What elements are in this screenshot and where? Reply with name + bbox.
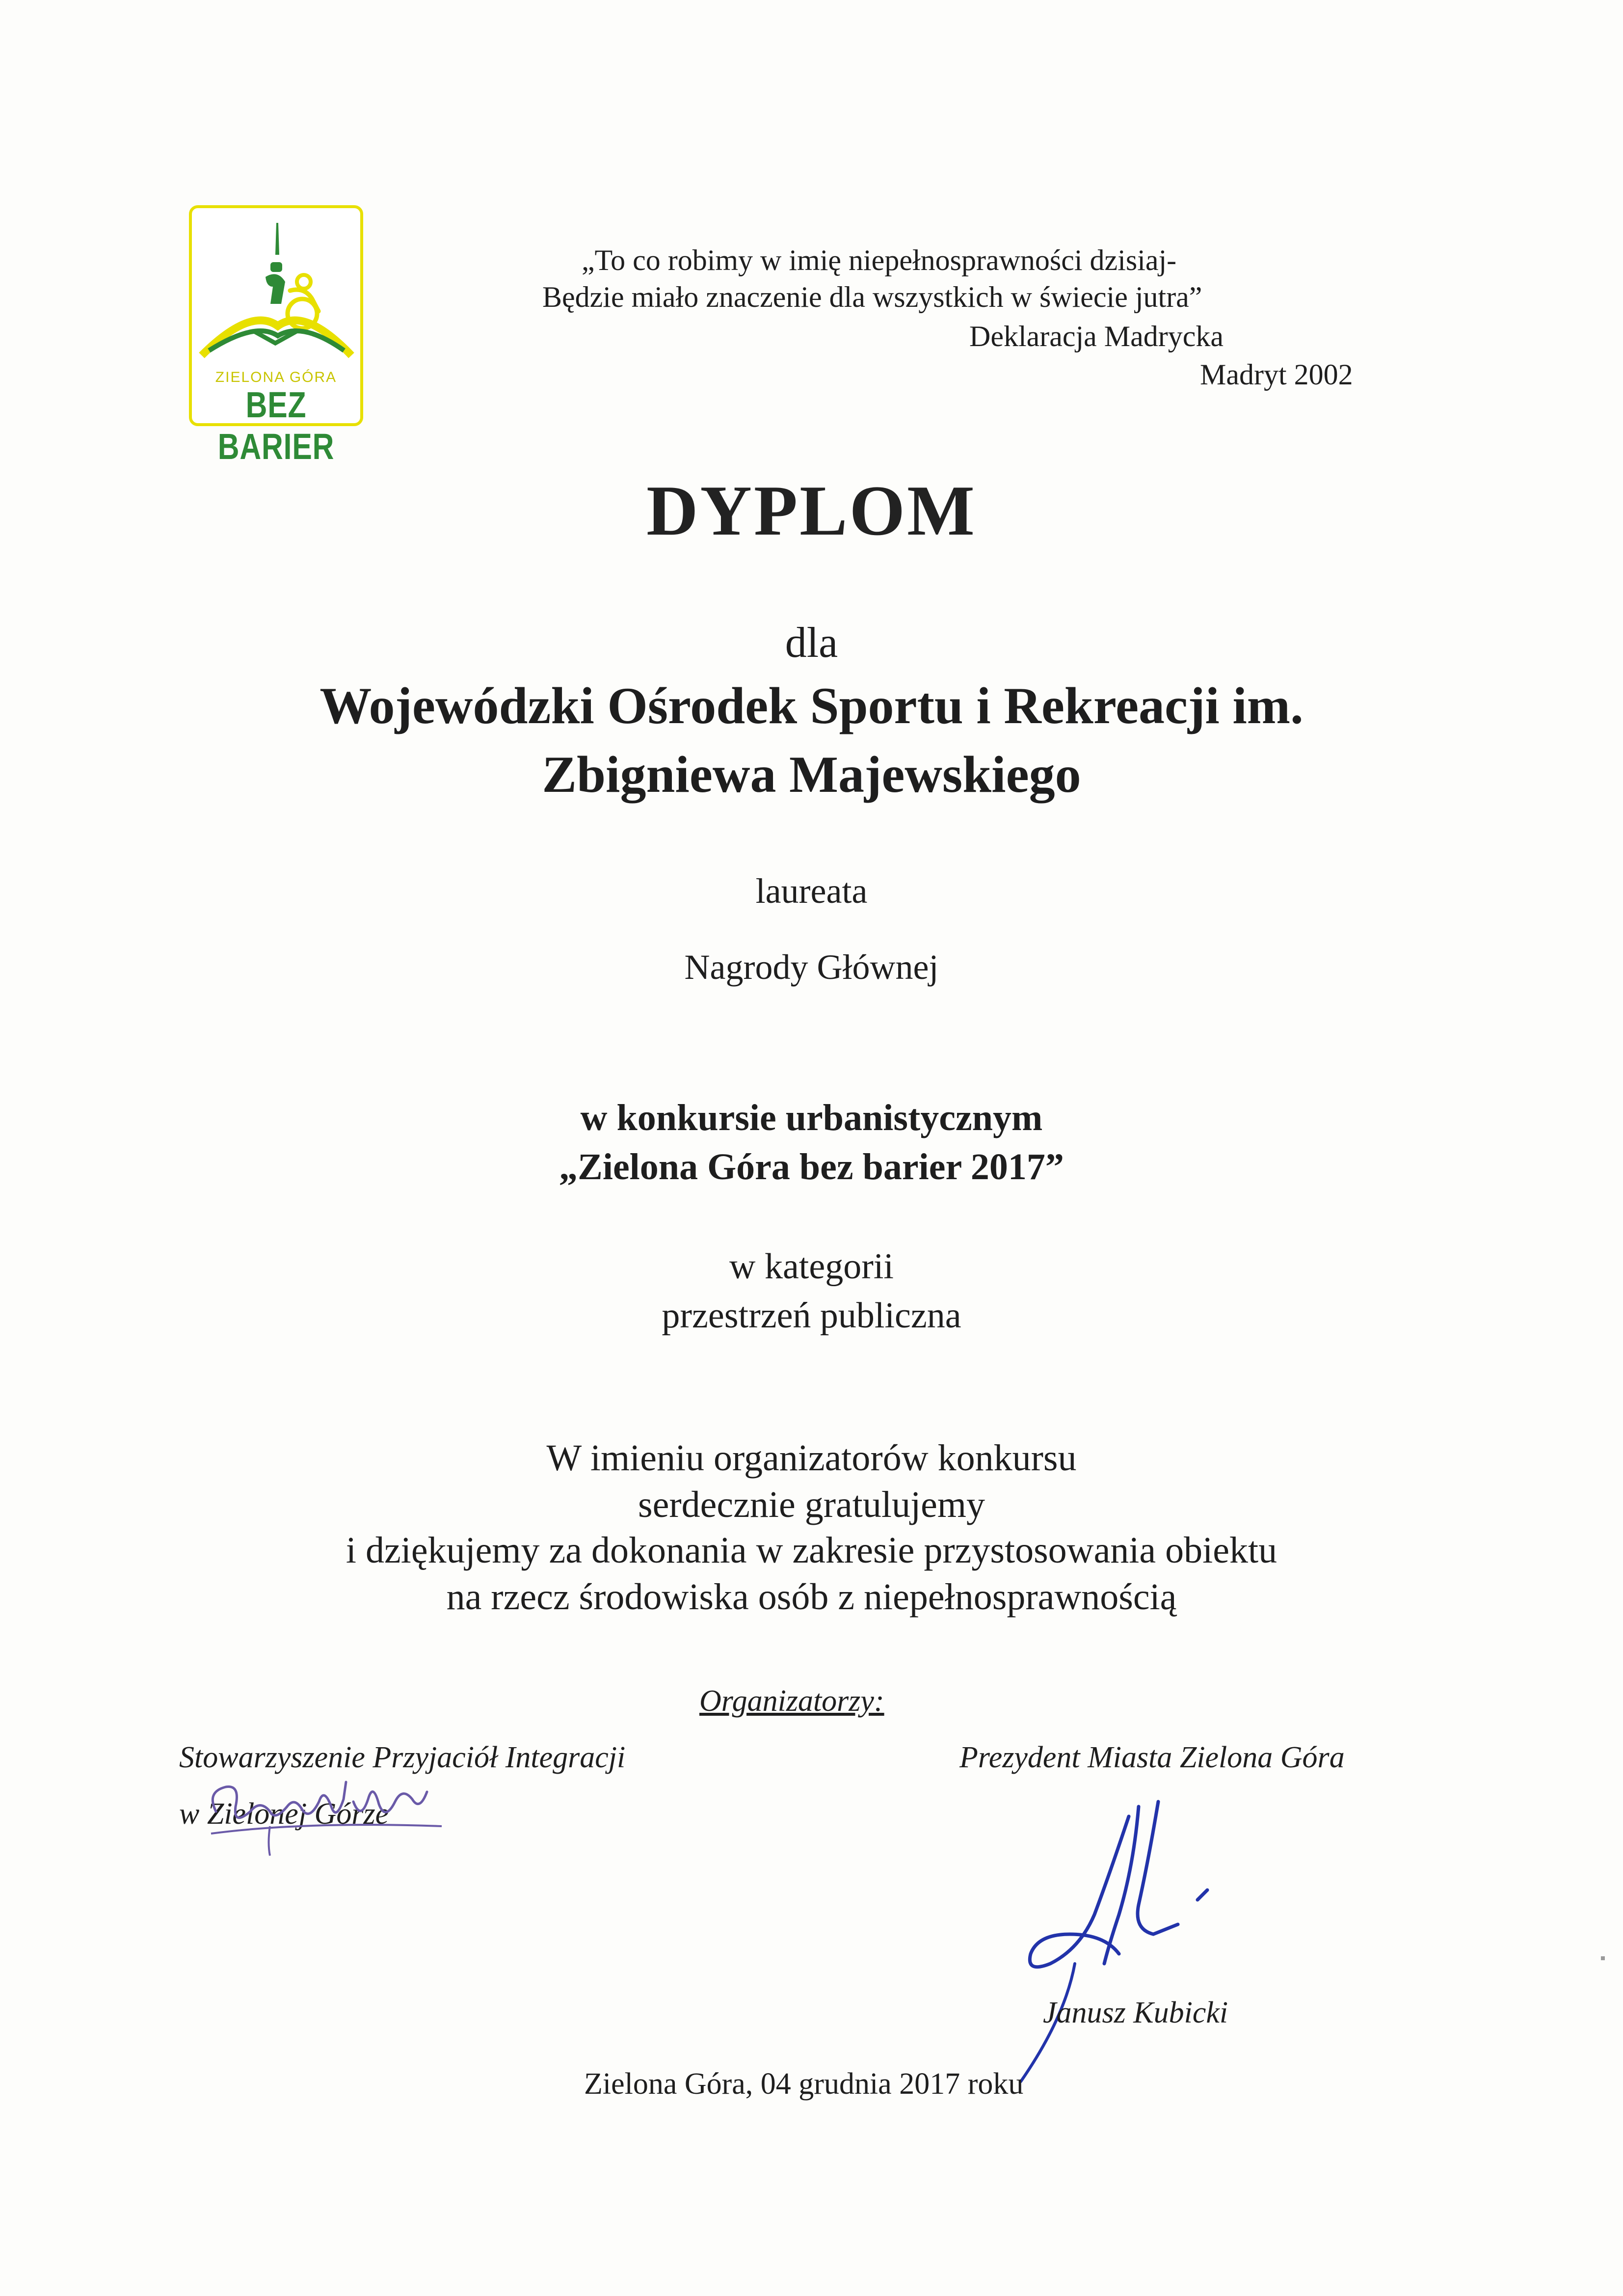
thanks-line-4: na rzecz środowiska osób z niepełnosprawnością [446,1576,1177,1618]
recipient-line-1: Wojewódzki Ośrodek Sportu i Rekreacji im. [319,677,1304,734]
award-name: Nagrody Głównej [684,947,939,987]
quote-line-1: „To co robimy w imię niepełnosprawności dzisiaj- [582,244,1177,276]
quote-place-year: Madryt 2002 [1200,358,1353,391]
logo-small-text: ZIELONA GÓRA [215,369,337,385]
organizer-right: Prezydent Miasta Zielona Góra [959,1741,1345,1774]
logo-figure-icon [192,208,360,375]
quote-line-2: Będzie miało znaczenie dla wszystkich w świecie jutra” [542,281,1202,313]
thanks-line-1: W imieniu organizatorów konkursu [546,1437,1077,1479]
category-label: w kategorii [729,1246,894,1287]
thanks-line-2: serdecznie gratulujemy [638,1484,985,1525]
for-label: dla [785,619,838,667]
diploma-title: DYPLOM [646,471,977,550]
thanks-line-3: i dziękujemy za dokonania w zakresie przystosowania obiektu [346,1530,1277,1571]
scan-edge-mark [1601,1956,1605,1960]
quote-source: Deklaracja Madrycka [969,320,1224,352]
organizers-heading: Organizatorzy: [699,1684,884,1718]
contest-line-1: w konkursie urbanistycznym [580,1097,1043,1138]
recipient-line-2: Zbigniewa Majewskiego [542,746,1081,803]
left-signature-icon [196,1753,452,1865]
organizer-left-line-2: w Zielonej Górze [179,1797,389,1831]
signer-name: Janusz Kubicki [1043,1996,1228,2029]
issue-date-place: Zielona Góra, 04 grudnia 2017 roku [584,2067,1024,2101]
logo-big-text: BEZ BARIER [217,384,335,467]
contest-line-2: „Zielona Góra bez barier 2017” [559,1146,1064,1188]
laureate-label: laureata [755,871,868,911]
category-value: przestrzeń publiczna [662,1296,961,1336]
right-signature-icon [991,1787,1266,2091]
organizer-left-line-1: Stowarzyszenie Przyjaciół Integracji [179,1741,626,1774]
zielona-gora-bez-barier-logo [189,205,363,467]
